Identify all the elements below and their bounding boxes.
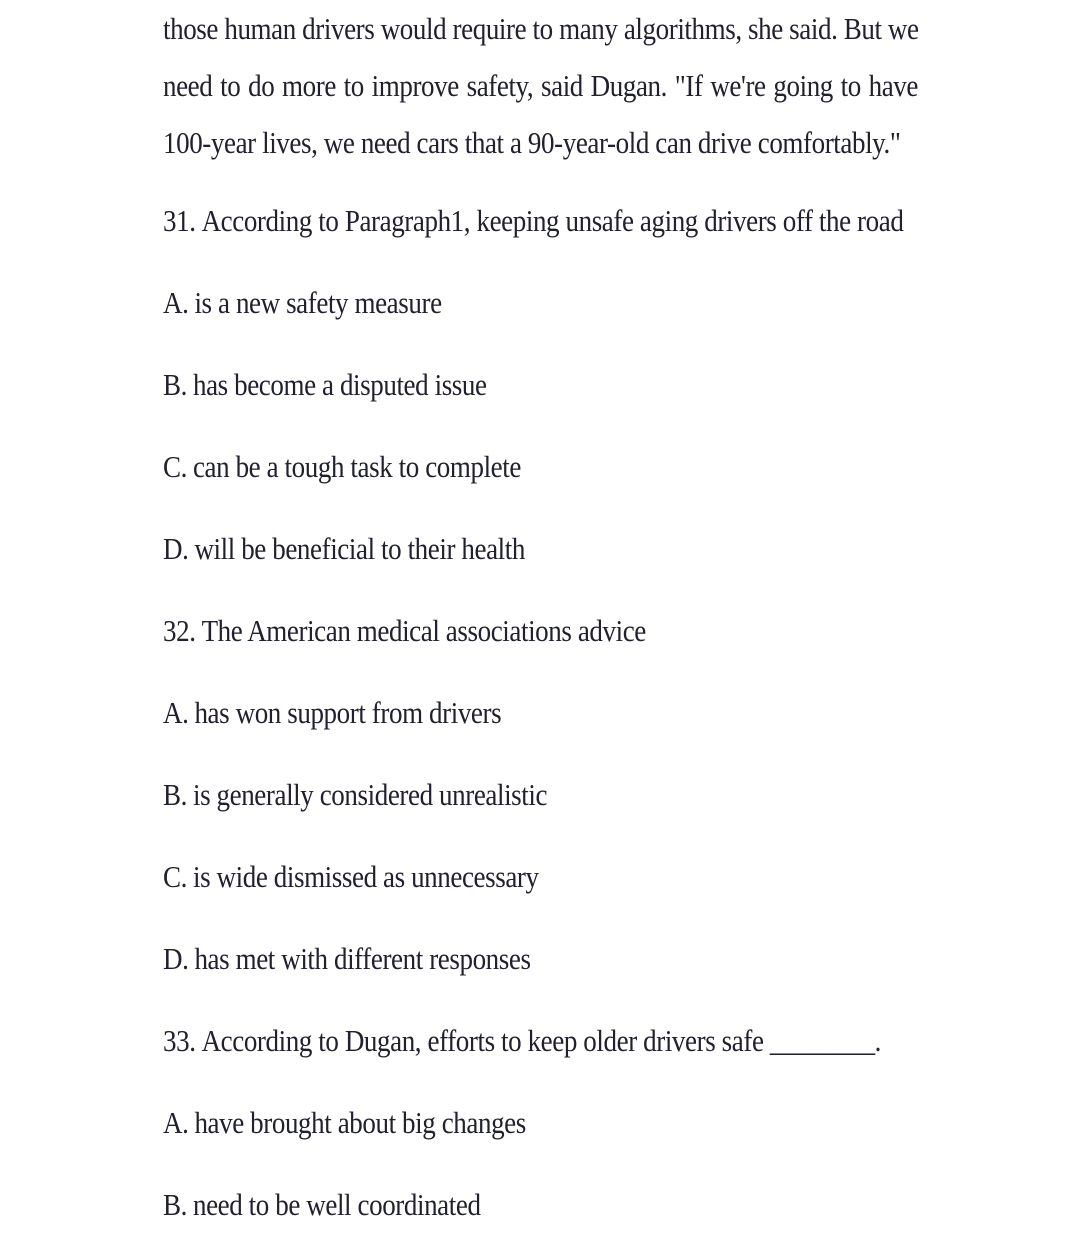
passage-line: 100-year lives, we need cars that a 90-year-old can drive comfortably." [163,126,901,160]
option-label: B. [163,1188,187,1222]
option-text: has won support from drivers [194,696,502,730]
passage-line: need to do more to improve safety, said Dugan. "If we're going to have [163,69,918,103]
question-32-option-d [163,913,1063,1005]
option-text: will be beneficial to their health [194,532,525,566]
question-32-number: 32. [163,614,196,648]
option-label: A. [163,1106,189,1140]
question-32-option-b [163,749,1063,841]
question-32-option-a [163,667,1063,759]
question-31-option-c [163,421,1063,513]
question-31-number: 31. [163,204,196,238]
passage-line: those human drivers would require to many algorithms, she said. But we [163,12,919,46]
passage-paragraph [163,1,918,172]
option-text: is wide dismissed as unnecessary [192,860,539,894]
option-text: need to be well coordinated [192,1188,481,1222]
question-31 [163,175,1063,267]
option-label: B. [163,368,187,402]
question-31-option-b [163,339,1063,431]
option-text: has become a disputed issue [192,368,487,402]
question-33-stem: According to Dugan, efforts to keep older drivers safe ________. [201,1024,882,1058]
question-31-option-d [163,503,1063,595]
option-text: have brought about big changes [194,1106,526,1140]
option-text: is generally considered unrealistic [192,778,548,812]
question-33-option-b [163,1159,1063,1251]
question-33 [163,995,1063,1087]
question-32 [163,585,1063,677]
questions-section [163,180,1063,1246]
option-label: B. [163,778,187,812]
option-text: is a new safety measure [194,286,442,320]
option-label: C. [163,860,187,894]
option-label: D. [163,532,189,566]
question-33-option-a [163,1077,1063,1169]
question-33-number: 33. [163,1024,196,1058]
question-32-stem: The American medical associations advice [201,614,646,648]
option-label: D. [163,942,189,976]
option-text: can be a tough task to complete [192,450,521,484]
question-31-option-a [163,257,1063,349]
question-31-stem: According to Paragraph1, keeping unsafe aging drivers off the road [201,204,904,238]
question-32-option-c [163,831,1063,923]
option-label: A. [163,286,189,320]
option-label: C. [163,450,187,484]
option-label: A. [163,696,189,730]
option-text: has met with different responses [194,942,531,976]
